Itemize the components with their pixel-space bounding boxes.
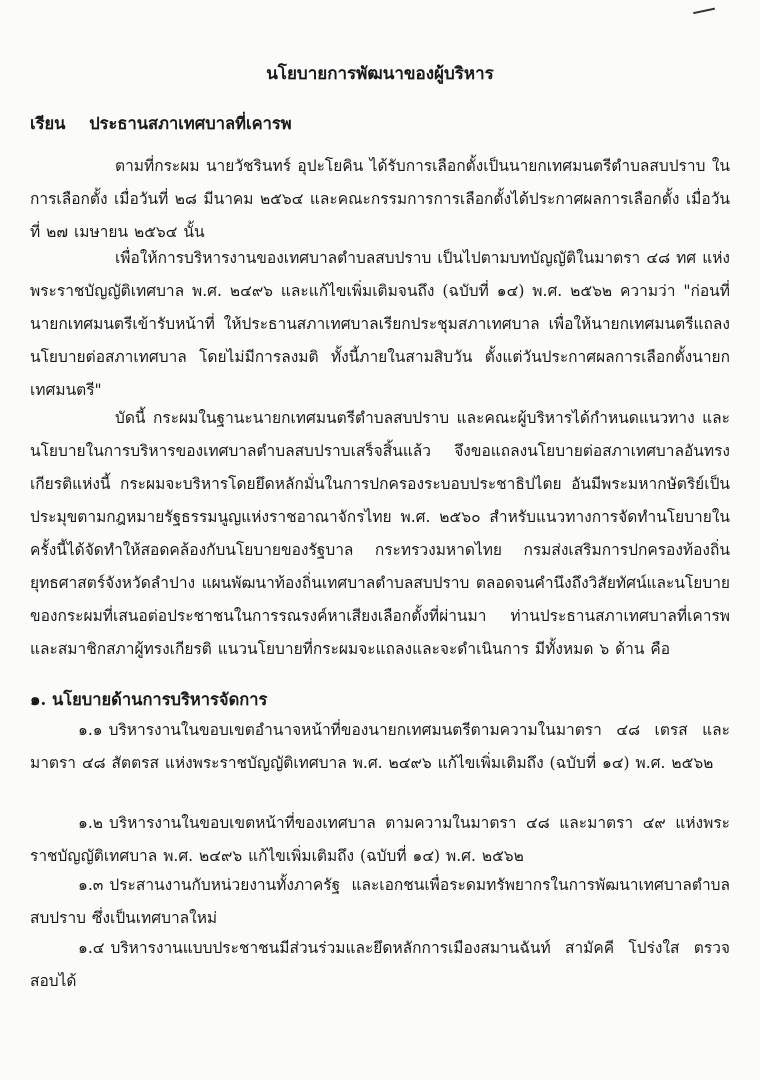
item-number: ๑.๓ xyxy=(78,876,104,894)
item-number: ๑.๒ xyxy=(78,814,103,832)
item-text: บริหารงานในขอบเขตหน้าที่ของเทศบาล ตามความในมาตรา ๔๘ และมาตรา ๔๙ แห่งพระราชบัญญัติเทศบาล พ.ศ. ๒๔๙๖ แก้ไขเพิ่มเติมถึง (ฉบับที่ ๑๔) พ.ศ. ๒๕๖๒ xyxy=(30,814,730,865)
paragraph-legal-basis: เพื่อให้การบริหารงานของเทศบาลตำบลสบปราบ เป็นไปตามบทบัญญัติในมาตรา ๔๘ ทศ แห่งพระราชบัญญัติเทศบาล พ.ศ. ๒๔๙๖ และแก้ไขเพิ่มเติมจนถึง (ฉบับที่ ๑๔) พ.ศ. ๒๕๖๒ ความว่า "ก่อนที่นายกเทศมนตรีเข้ารับหน้าที่ ให้ประธานสภาเทศบาลเรียกประชุมสภาเทศบาล เพื่อให้นายกเทศมนตรีแถลงนโยบายต่อสภาเทศบาล โดยไม่มีการลงมติ ทั้งนี้ภายในสามสิบวัน ตั้งแต่วันประกาศผลการเลือกตั้งนายกเทศมนตรี" xyxy=(30,249,730,399)
salutation-recipient: ประธานสภาเทศบาลที่เคารพ xyxy=(89,114,292,133)
list-item xyxy=(30,714,730,780)
list-item xyxy=(30,869,730,935)
list-item xyxy=(30,807,730,873)
item-text: บริหารงานในขอบเขตอำนาจหน้าที่ของนายกเทศมนตรีตามความในมาตรา ๔๘ เตรส และมาตรา ๔๘ สัตตรส แห่งพระราชบัญญัติเทศบาล พ.ศ. ๒๔๙๖ แก้ไขเพิ่มเติมถึง (ฉบับที่ ๑๔) พ.ศ. ๒๕๖๒ xyxy=(30,721,730,772)
salutation-label: เรียน xyxy=(30,114,66,133)
corner-mark xyxy=(691,0,715,14)
item-number: ๑.๑ xyxy=(78,721,103,739)
item-text: ประสานงานกับหน่วยงานทั้งภาครัฐ และเอกชนเพื่อระดมทรัพยากรในการพัฒนาเทศบาลตำบลสบปราบ ซึ่งเป็นเทศบาลใหม่ xyxy=(30,876,730,927)
item-text: บริหารงานแบบประชาชนมีส่วนร่วมและยึดหลักการเมืองสมานฉันท์ สามัคคี โปร่งใส ตรวจสอบได้ xyxy=(30,939,730,990)
item-number: ๑.๔ xyxy=(78,939,105,957)
list-item xyxy=(30,932,730,998)
paragraph-intro: ตามที่กระผม นายวัชรินทร์ อุปะโยคิน ได้รับการเลือกตั้งเป็นนายกเทศมนตรีตำบลสบปราบ ในการเลือกตั้ง เมื่อวันที่ ๒๘ มีนาคม ๒๕๖๔ และคณะกรรมการการเลือกตั้งได้ประกาศผลการเลือกตั้ง เมื่อวันที่ ๒๗ เมษายน ๒๕๖๔ นั้น xyxy=(30,157,730,241)
paragraph-policy-statement: บัดนี้ กระผมในฐานะนายกเทศมนตรีตำบลสบปราบ และคณะผู้บริหารได้กำหนดแนวทาง และนโยบายในการบริหารของเทศบาลตำบลสบปราบเสร็จสิ้นแล้ว จึงขอแถลงนโยบายต่อสภาเทศบาลอันทรงเกียรติแห่งนี้ กระผมจะบริหารโดยยึดหลักมั่นในการปกครองระบอบประชาธิปไตย อันมีพระมหากษัตริย์เป็นประมุขตามกฎหมายรัฐธรรมนูญแห่งราชอาณาจักรไทย พ.ศ. ๒๕๖๐ สำหรับแนวทางการจัดทำนโยบายในครั้งนี้ได้จัดทำให้สอดคล้องกับนโยบายของรัฐบาล กระทรวงมหาดไทย กรมส่งเสริมการปกครองท้องถิ่น ยุทธศาสตร์จังหวัดลำปาง แผนพัฒนาท้องถิ่นเทศบาลตำบลสบปราบ ตลอดจนคำนึงถึงวิสัยทัศน์และนโยบายของกระผมที่เสนอต่อประชาชนในการรณรงค์หาเสียงเลือกตั้งที่ผ่านมา ท่านประธานสภาเทศบาลที่เคารพ และสมาชิกสภาผู้ทรงเกียรติ แนวนโยบายที่กระผมจะแถลงและจะดำเนินการ มีทั้งหมด ๖ ด้าน คือ xyxy=(30,409,730,658)
salutation xyxy=(30,107,730,140)
document-title: นโยบายการพัฒนาของผู้บริหาร xyxy=(266,64,494,84)
section-heading: ๑. นโยบายด้านการบริหารจัดการ xyxy=(30,690,268,709)
